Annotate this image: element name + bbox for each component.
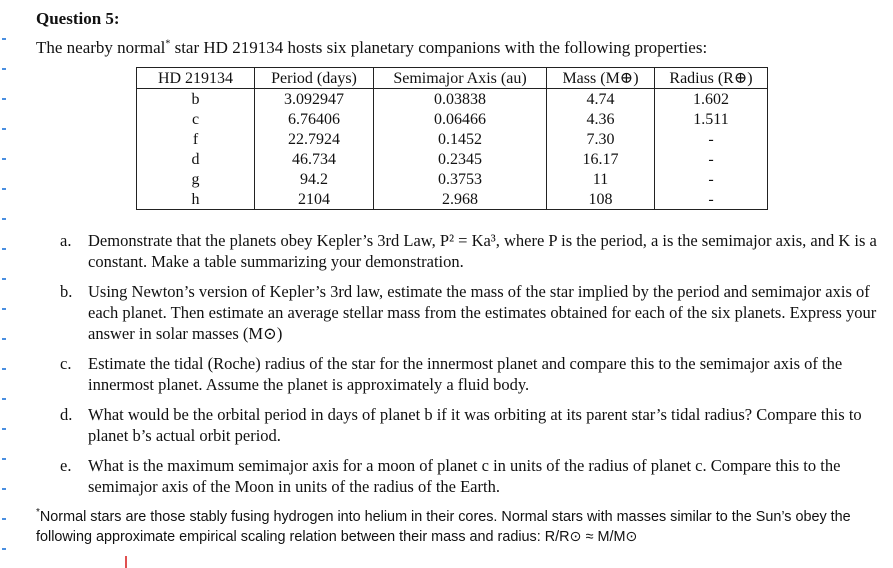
cell-mass: 108 bbox=[547, 189, 655, 210]
cell-mass: 4.74 bbox=[547, 89, 655, 110]
cell-planet: h bbox=[137, 189, 255, 210]
margin-tick bbox=[2, 338, 6, 340]
table-row bbox=[137, 89, 768, 110]
question-parts bbox=[60, 230, 885, 506]
margin-tick bbox=[2, 518, 6, 520]
margin-tick bbox=[2, 278, 6, 280]
question-intro bbox=[36, 38, 707, 58]
footnote-marker: * bbox=[36, 507, 40, 518]
cell-period: 22.7924 bbox=[255, 129, 374, 149]
header-semimajor-axis: Semimajor Axis (au) bbox=[374, 68, 547, 89]
margin-tick bbox=[2, 158, 6, 160]
part-label: b. bbox=[60, 282, 73, 301]
margin-tick bbox=[2, 218, 6, 220]
margin-tick bbox=[2, 488, 6, 490]
part-label: e. bbox=[60, 456, 72, 475]
margin-tick bbox=[2, 68, 6, 70]
margin-tick bbox=[2, 188, 6, 190]
table-header-row bbox=[137, 68, 768, 89]
question-title: Question 5: bbox=[36, 9, 120, 28]
cell-mass: 16.17 bbox=[547, 149, 655, 169]
header-star: HD 219134 bbox=[137, 68, 255, 89]
footnote-reference: * bbox=[165, 38, 171, 50]
cell-radius: 1.602 bbox=[655, 89, 768, 110]
part-label: c. bbox=[60, 354, 72, 373]
cell-period: 2104 bbox=[255, 189, 374, 210]
margin-tick bbox=[2, 308, 6, 310]
cell-radius: 1.511 bbox=[655, 109, 768, 129]
question-part-e bbox=[60, 455, 885, 497]
header-mass: Mass (M⊕) bbox=[547, 68, 655, 89]
part-text: What would be the orbital period in days of planet b if it was orbiting at its parent star’s tidal radius? Compare this to planet b’s actual orbit period. bbox=[88, 405, 862, 445]
cell-semimajor: 0.1452 bbox=[374, 129, 547, 149]
cell-radius: - bbox=[655, 169, 768, 189]
margin-tick bbox=[2, 38, 6, 40]
part-text: Using Newton’s version of Kepler’s 3rd law, estimate the mass of the star implied by the period and semimajor axis of each planet. Then estimate an average stellar mass from the estimates obtained for each of the six planets. Express your answer in solar masses (M⊙) bbox=[88, 282, 877, 343]
table-row bbox=[137, 149, 768, 169]
cell-mass: 7.30 bbox=[547, 129, 655, 149]
margin-tick bbox=[2, 428, 6, 430]
part-label: a. bbox=[60, 231, 72, 250]
question-part-d bbox=[60, 404, 885, 446]
margin-tick bbox=[2, 98, 6, 100]
intro-text-start: The nearby normal bbox=[36, 38, 166, 57]
cell-semimajor: 0.2345 bbox=[374, 149, 547, 169]
cell-period: 94.2 bbox=[255, 169, 374, 189]
cell-radius: - bbox=[655, 149, 768, 169]
cell-semimajor: 0.3753 bbox=[374, 169, 547, 189]
part-text: Estimate the tidal (Roche) radius of the star for the innermost planet and compare this to the semimajor axis of the innermost planet. Assume the planet is approximately a fluid body. bbox=[88, 354, 843, 394]
table-row bbox=[137, 169, 768, 189]
table-row bbox=[137, 129, 768, 149]
margin-tick bbox=[2, 458, 6, 460]
cell-mass: 4.36 bbox=[547, 109, 655, 129]
cell-mass: 11 bbox=[547, 169, 655, 189]
margin-tick bbox=[2, 548, 6, 550]
cell-planet: f bbox=[137, 129, 255, 149]
footnote-text: Normal stars are those stably fusing hydrogen into helium in their cores. Normal stars with masses similar to the Sun’s obey the following approximate empirical scaling relation between their mass and radius: R/R⊙ ≈ M/M⊙ bbox=[36, 508, 851, 545]
planet-properties-table bbox=[136, 67, 768, 210]
table-row bbox=[137, 109, 768, 129]
header-radius: Radius (R⊕) bbox=[655, 68, 768, 89]
question-part-a bbox=[60, 230, 885, 272]
question-part-b bbox=[60, 281, 885, 344]
part-text: Demonstrate that the planets obey Kepler’s 3rd Law, P² = Ka³, where P is the period, a is the semimajor axis, and K is a constant. Make a table summarizing your demonstration. bbox=[88, 231, 877, 271]
cell-period: 6.76406 bbox=[255, 109, 374, 129]
cell-planet: d bbox=[137, 149, 255, 169]
cell-semimajor: 2.968 bbox=[374, 189, 547, 210]
margin-tick bbox=[2, 248, 6, 250]
question-part-c bbox=[60, 353, 885, 395]
margin-tick bbox=[2, 368, 6, 370]
part-label: d. bbox=[60, 405, 73, 424]
cell-radius: - bbox=[655, 129, 768, 149]
cell-semimajor: 0.06466 bbox=[374, 109, 547, 129]
cell-planet: c bbox=[137, 109, 255, 129]
footnote bbox=[36, 503, 881, 547]
part-text: What is the maximum semimajor axis for a moon of planet c in units of the radius of planet c. Compare this to the semimajor axis of the Moon in units of the radius of the Earth. bbox=[88, 456, 841, 496]
margin-tick bbox=[2, 128, 6, 130]
cell-semimajor: 0.03838 bbox=[374, 89, 547, 110]
cell-radius: - bbox=[655, 189, 768, 210]
header-period: Period (days) bbox=[255, 68, 374, 89]
cell-period: 46.734 bbox=[255, 149, 374, 169]
cell-planet: g bbox=[137, 169, 255, 189]
text-cursor bbox=[125, 556, 127, 568]
cell-planet: b bbox=[137, 89, 255, 110]
cell-period: 3.092947 bbox=[255, 89, 374, 110]
table-row bbox=[137, 189, 768, 210]
margin-tick bbox=[2, 398, 6, 400]
intro-text-end: star HD 219134 hosts six planetary companions with the following properties: bbox=[170, 38, 708, 57]
